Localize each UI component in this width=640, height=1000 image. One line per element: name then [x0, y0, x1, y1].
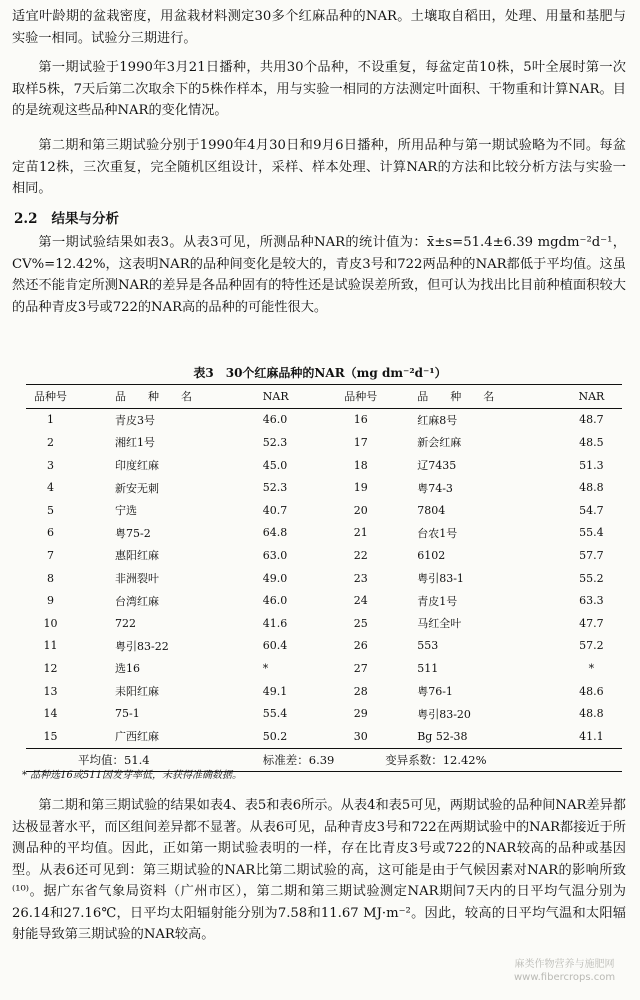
cell-variety-no: 19 [353, 481, 368, 495]
header-variety-no: 品种号 [33, 390, 67, 404]
cell-variety-no: 1 [46, 413, 54, 427]
table-row [26, 408, 622, 431]
cell-variety-name: 粤引83-20 [417, 707, 471, 721]
cell-variety-name: 湘红1号 [114, 436, 155, 450]
cell-nar: 47.7 [579, 616, 604, 630]
cell-variety-name: 粤74-3 [417, 481, 453, 495]
table-row [26, 589, 622, 612]
cell-variety-no: 24 [353, 594, 368, 608]
cell-nar: 48.8 [579, 481, 604, 495]
cell-variety-name: Bg 52-38 [417, 729, 468, 743]
summary-mean: 平均值：51.4 [78, 752, 150, 767]
cell-variety-no: 21 [353, 526, 368, 540]
cell-variety-no: 2 [46, 435, 54, 449]
summary-sd: 标准差：6.39 [262, 752, 335, 767]
cell-nar: 51.3 [579, 458, 604, 472]
cell-nar: 63.3 [579, 594, 604, 608]
cell-variety-no: 13 [43, 684, 58, 698]
table-row [26, 612, 622, 635]
cell-variety-no: 14 [43, 707, 58, 721]
cell-nar: 48.5 [579, 435, 604, 449]
cell-nar: 40.7 [262, 503, 288, 517]
cell-variety-no: 11 [43, 639, 58, 653]
cell-variety-name: 新安无刺 [114, 481, 159, 495]
cell-nar: 48.7 [579, 413, 604, 427]
cell-variety-no: 29 [353, 707, 368, 721]
cell-variety-no: 16 [353, 413, 368, 427]
cell-nar: * [262, 661, 269, 675]
cell-variety-no: 9 [46, 594, 54, 608]
cell-nar: 57.2 [579, 639, 604, 653]
header-nar: NAR [262, 389, 289, 403]
table-row [26, 431, 622, 454]
cell-variety-no: 12 [43, 661, 58, 675]
cell-nar: 63.0 [262, 548, 288, 562]
table-row [26, 657, 622, 680]
nar-table [26, 384, 622, 772]
cell-variety-name: 青皮1号 [417, 594, 458, 608]
paragraph-results: 第一期试验结果如表3。从表3可见，所测品种NAR的统计值为：x̄±s=51.4±6.39 mgdm⁻²d⁻¹，CV%=12.42%，这表明NAR的品种间变化是较大的，青皮3号和722两品种的NAR都低于平均值。这虽然还不能肯定所测NAR的差异是各品种固有的特性还是试验误差所致，但可认为找出比目前种植面积较大的品种青皮3号或722的NAR高的品种的可能性很大。 [12, 235, 626, 315]
cell-variety-no: 10 [43, 616, 58, 630]
cell-variety-no: 20 [353, 503, 368, 517]
header-variety-no: 品种号 [344, 390, 378, 404]
table-header-row [26, 385, 622, 409]
cell-nar: 50.2 [262, 729, 288, 743]
cell-variety-no: 22 [353, 548, 368, 562]
table-caption: 表3 30个红麻品种的NAR（mg dm⁻²d⁻¹） [193, 366, 447, 380]
watermark-line-1: 麻类作物营养与施肥网 [514, 959, 615, 970]
cell-nar: 55.4 [579, 526, 604, 540]
table-row [26, 680, 622, 703]
cell-variety-no: 8 [46, 571, 54, 585]
cell-variety-no: 27 [353, 661, 368, 675]
cell-variety-name: 7804 [417, 503, 446, 517]
cell-variety-name: 宁选 [114, 504, 137, 518]
cell-variety-name: 粤引83-1 [417, 572, 464, 586]
table-row [26, 567, 622, 590]
section-title: 结果与分析 [51, 211, 119, 227]
table-row [26, 725, 622, 748]
cell-variety-no: 28 [353, 684, 368, 698]
cell-variety-name: 新会红麻 [417, 436, 462, 450]
cell-variety-name: 553 [417, 639, 439, 653]
cell-variety-name: 粤引83-22 [114, 639, 169, 653]
cell-nar: 49.0 [262, 571, 288, 585]
table-row [26, 544, 622, 567]
paragraph-closing: 第二期和第三期试验的结果如表4、表5和表6所示。从表4和表5可见，两期试验的品种间NAR差异都达极显著水平，而区组间差异都不显著。从表6可见，品种青皮3号和722在两期试验中的NAR都接近于所测品种的平均值。因此，正如第一期试验表明的一样，存在比青皮3号或722的NAR较高的品种或基因型。从表6还可见到：第三期试验的NAR比第二期试验的高，这可能是由于气候因素对NAR的影响所致⁽¹⁰⁾。据广东省气象局资料（广州市区），第二期和第三期试验测定NAR期间7天内的日平均气温分别为26.14和27.16℃，日平均太阳辐射能分别为7.58和11.67 MJ·m⁻²。因此，较高的日平均气温和太阳辐射能导致第三期试验的NAR较高。 [12, 798, 626, 942]
section-heading [14, 207, 119, 227]
cell-nar: 52.3 [262, 435, 288, 449]
cell-variety-name: 511 [417, 661, 439, 675]
cell-variety-name: 惠阳红麻 [114, 549, 159, 563]
cell-variety-name: 6102 [417, 548, 446, 562]
cell-nar: * [588, 661, 595, 675]
cell-variety-name: 广西红麻 [114, 730, 159, 744]
cell-variety-no: 17 [353, 435, 368, 449]
cell-nar: 57.7 [579, 548, 604, 562]
cell-nar: 55.2 [579, 571, 604, 585]
table-footnote: * 品种选16或511因发芽率低，未获得准确数据。 [22, 770, 242, 781]
cell-variety-name: 粤75-2 [114, 526, 151, 540]
cell-nar: 55.4 [262, 707, 288, 721]
cell-variety-name: 722 [114, 616, 136, 630]
watermark [514, 958, 615, 984]
paragraph-phase2-3: 第二期和第三期试验分别于1990年4月30日和9月6日播种，所用品种与第一期试验略为不同。每盆定苗12株，三次重复，完全随机区组设计，采样、样本处理、计算NAR的方法和比较分析方法与实验一相同。 [12, 138, 626, 196]
cell-variety-no: 5 [46, 503, 54, 517]
cell-nar: 41.1 [579, 729, 604, 743]
cell-variety-name: 75-1 [114, 707, 140, 721]
table-row [26, 476, 622, 499]
cell-variety-no: 6 [46, 526, 54, 540]
table-row [26, 454, 622, 477]
summary-cv: 变异系数：12.42% [385, 752, 487, 767]
cell-nar: 41.6 [262, 616, 288, 630]
cell-variety-no: 26 [353, 639, 368, 653]
cell-variety-name: 印度红麻 [114, 459, 159, 473]
cell-nar: 48.6 [579, 684, 604, 698]
cell-nar: 46.0 [262, 594, 288, 608]
cell-nar: 60.4 [262, 639, 288, 653]
cell-variety-no: 30 [353, 729, 368, 743]
cell-variety-no: 7 [46, 548, 54, 562]
cell-nar: 46.0 [262, 413, 288, 427]
header-nar: NAR [578, 389, 605, 403]
section-number: 2.2 [14, 211, 38, 227]
header-variety-name: 品种名 [417, 390, 517, 404]
cell-nar: 64.8 [262, 526, 288, 540]
cell-variety-name: 选16 [114, 662, 140, 676]
header-variety-name: 品种名 [114, 390, 214, 404]
cell-variety-name: 粤76-1 [417, 685, 453, 699]
table-row [26, 499, 622, 522]
cell-variety-no: 25 [353, 616, 368, 630]
cell-variety-no: 4 [46, 481, 54, 495]
cell-nar: 54.7 [579, 503, 604, 517]
cell-variety-name: 非洲裂叶 [114, 572, 159, 586]
cell-variety-no: 18 [353, 458, 368, 472]
cell-variety-name: 马红全叶 [417, 617, 462, 631]
cell-variety-name: 红麻8号 [417, 413, 458, 427]
cell-variety-name: 耒阳红麻 [114, 685, 159, 699]
cell-variety-no: 3 [46, 458, 54, 472]
cell-nar: 48.8 [579, 707, 604, 721]
paragraph-phase1: 第一期试验于1990年3月21日播种，共用30个品种，不设重复，每盆定苗10株，5叶全展时第一次取样5株，7天后第二次取余下的5株作样本，用与实验一相同的方法测定叶面积、干物重和计算NAR。目的是统观这些品种NAR的变化情况。 [12, 60, 626, 118]
table-row [26, 522, 622, 545]
cell-nar: 45.0 [262, 458, 288, 472]
table-row [26, 702, 622, 725]
watermark-line-2: www.fibercrops.com [514, 972, 616, 983]
cell-variety-name: 青皮3号 [114, 413, 155, 427]
table-body [26, 408, 622, 748]
cell-variety-no: 15 [43, 729, 58, 743]
cell-variety-name: 辽7435 [417, 459, 457, 473]
cell-nar: 52.3 [262, 481, 288, 495]
table-row [26, 635, 622, 658]
paragraph-intro: 适宜叶龄期的盆栽密度，用盆栽材料测定30多个红麻品种的NAR。土壤取自稻田，处理、用量和基肥与实验一相同。试验分三期进行。 [12, 9, 626, 46]
cell-variety-name: 台湾红麻 [114, 594, 159, 608]
cell-nar: 49.1 [262, 684, 288, 698]
cell-variety-name: 台农1号 [417, 526, 458, 540]
cell-variety-no: 23 [353, 571, 368, 585]
